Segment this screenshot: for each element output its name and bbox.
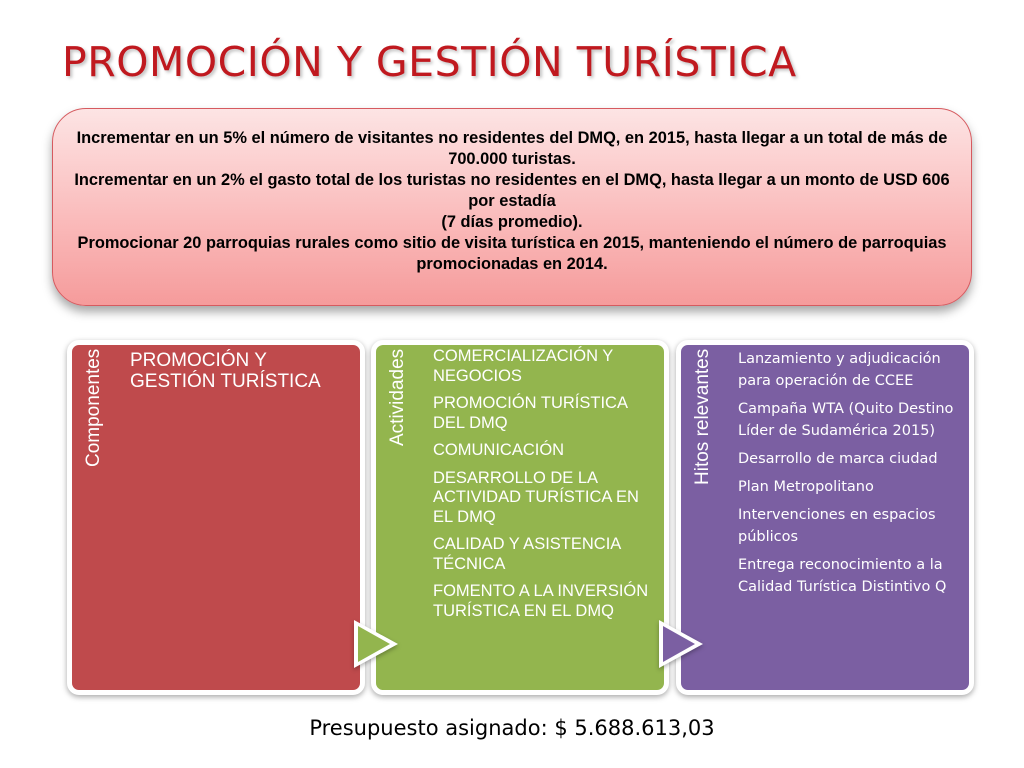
goal-text: (7 días promedio). bbox=[441, 213, 583, 231]
milestone-item: Plan Metropolitano bbox=[738, 479, 874, 495]
arrow-right-icon bbox=[659, 620, 703, 668]
milestones-list bbox=[738, 348, 963, 604]
goal-text: Incrementar en un 5% el número de visitantes no residentes del DMQ, en 2015, hasta llegar a un total de más de 700.000 turistas. bbox=[76, 129, 948, 168]
activities-panel bbox=[371, 340, 669, 695]
activity-item: CALIDAD Y ASISTENCIA TÉCNICA bbox=[433, 535, 621, 573]
milestones-label: Hitos relevantes bbox=[692, 349, 713, 486]
activities-list bbox=[433, 347, 658, 629]
activities-label: Actividades bbox=[387, 349, 408, 447]
milestone-item: Campaña WTA (Quito Destino Líder de Sudamérica 2015) bbox=[738, 401, 954, 439]
milestone-item: Entrega reconocimiento a la Calidad Turística Distintivo Q bbox=[738, 557, 947, 595]
components-panel bbox=[67, 340, 365, 695]
activity-item: COMUNICACIÓN bbox=[433, 441, 565, 459]
activity-item: COMERCIALIZACIÓN Y NEGOCIOS bbox=[433, 347, 614, 385]
page-title: PROMOCIÓN Y GESTIÓN TURÍSTICA bbox=[62, 38, 797, 86]
activity-item: DESARROLLO DE LA ACTIVIDAD TURÍSTICA EN EL DMQ bbox=[433, 468, 639, 526]
component-item: PROMOCIÓN Y GESTIÓN TURÍSTICA bbox=[130, 350, 321, 392]
activity-item: PROMOCIÓN TURÍSTICA DEL DMQ bbox=[433, 394, 628, 432]
milestone-item: Lanzamiento y adjudicación para operación de CCEE bbox=[738, 351, 941, 389]
components-list bbox=[130, 350, 354, 392]
milestones-panel bbox=[676, 340, 974, 695]
milestone-item: Intervenciones en espacios públicos bbox=[738, 507, 936, 545]
activity-item: FOMENTO A LA INVERSIÓN TURÍSTICA EN EL DMQ bbox=[433, 582, 649, 620]
goals-box bbox=[52, 108, 972, 306]
goal-text: Promocionar 20 parroquias rurales como sitio de visita turística en 2015, manteniendo el número de parroquias promocionadas en 2014. bbox=[77, 234, 947, 273]
components-label: Componentes bbox=[83, 349, 104, 468]
milestone-item: Desarrollo de marca ciudad bbox=[738, 451, 938, 467]
arrow-right-icon bbox=[354, 620, 398, 668]
goal-text: Incrementar en un 2% el gasto total de los turistas no residentes en el DMQ, hasta llegar a un monto de USD 606 por estadía bbox=[74, 171, 950, 210]
budget-text: Presupuesto asignado: $ 5.688.613,03 bbox=[309, 716, 715, 740]
